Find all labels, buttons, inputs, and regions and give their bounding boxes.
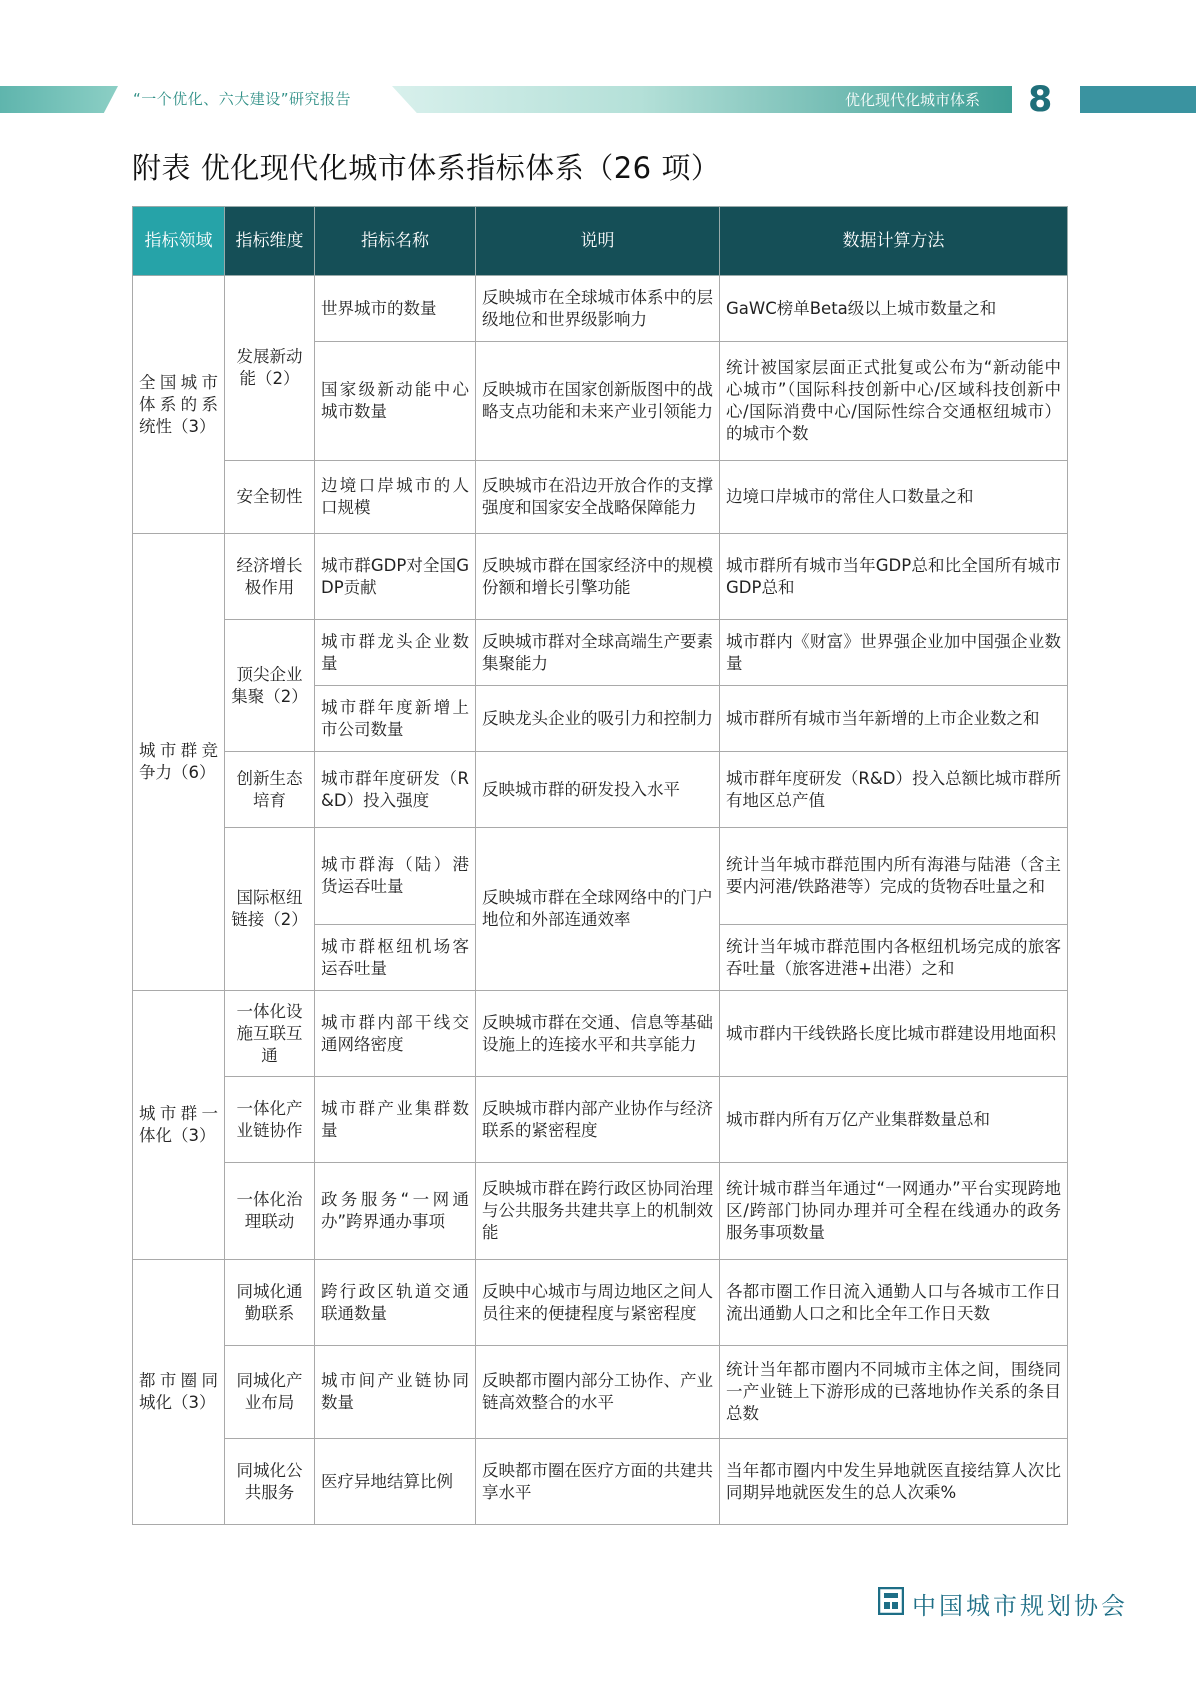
report-title: “一个优化、六大建设”研究报告 xyxy=(133,90,352,108)
indicator-method-cell: 当年都市圈内中发生异地就医直接结算人次比同期异地就医发生的总人次乘% xyxy=(720,1439,1068,1525)
table-row xyxy=(133,1346,1068,1439)
dimension-cell: 一体化治理联动 xyxy=(225,1163,315,1260)
indicator-method-cell: 城市群内《财富》世界强企业加中国强企业数量 xyxy=(720,620,1068,686)
dimension-cell: 一体化产业链协作 xyxy=(225,1077,315,1163)
dimension-cell: 创新生态培育 xyxy=(225,752,315,828)
area-cell: 城市群一体化（3） xyxy=(133,991,225,1260)
indicator-method-cell: 统计被国家层面正式批复或公布为“新动能中心城市”（国际科技创新中心/区域科技创新中心/国际消费中心/国际性综合交通枢纽城市）的城市个数 xyxy=(720,342,1068,461)
table-row xyxy=(133,991,1068,1077)
indicator-name-cell: 国家级新动能中心城市数量 xyxy=(315,342,476,461)
indicator-desc-cell: 反映都市圈在医疗方面的共建共享水平 xyxy=(476,1439,720,1525)
indicator-desc-cell: 反映城市在全球城市体系中的层级地位和世界级影响力 xyxy=(476,276,720,342)
indicator-method-cell: 城市群内所有万亿产业集群数量总和 xyxy=(720,1077,1068,1163)
dimension-cell: 安全韧性 xyxy=(225,461,315,534)
table-row xyxy=(133,752,1068,828)
indicator-table xyxy=(132,206,1068,1525)
dimension-cell: 经济增长极作用 xyxy=(225,534,315,620)
col-header-name: 指标名称 xyxy=(315,207,476,276)
indicator-name-cell: 城市间产业链协同数量 xyxy=(315,1346,476,1439)
indicator-method-cell: 统计当年城市群范围内各枢纽机场完成的旅客吞吐量（旅客进港+出港）之和 xyxy=(720,925,1068,991)
col-header-desc: 说明 xyxy=(476,207,720,276)
dimension-cell: 同城化产业布局 xyxy=(225,1346,315,1439)
indicator-method-cell: 统计城市群当年通过“一网通办”平台实现跨地区/跨部门协同办理并可全程在线通办的政务服务事项数量 xyxy=(720,1163,1068,1260)
dimension-cell: 发展新动能（2） xyxy=(225,276,315,461)
indicator-name-cell: 跨行政区轨道交通联通数量 xyxy=(315,1260,476,1346)
dimension-cell: 国际枢纽链接（2） xyxy=(225,828,315,991)
indicator-name-cell: 城市群GDP对全国GDP贡献 xyxy=(315,534,476,620)
table-row xyxy=(133,534,1068,620)
table-row xyxy=(133,828,1068,925)
col-header-area: 指标领域 xyxy=(133,207,225,276)
chapter-title: 优化现代化城市体系 xyxy=(845,91,981,109)
table-row xyxy=(133,276,1068,342)
indicator-method-cell: 城市群所有城市当年新增的上市企业数之和 xyxy=(720,686,1068,752)
header-band-left xyxy=(0,86,118,113)
col-header-method: 数据计算方法 xyxy=(720,207,1068,276)
area-cell: 都市圈同城化（3） xyxy=(133,1260,225,1525)
indicator-method-cell: GaWC榜单Beta级以上城市数量之和 xyxy=(720,276,1068,342)
indicator-name-cell: 城市群年度研发（R&D）投入强度 xyxy=(315,752,476,828)
page-title: 附表 优化现代化城市体系指标体系（26 项） xyxy=(132,151,721,185)
indicator-desc-cell: 反映城市群在全球网络中的门户地位和外部连通效率 xyxy=(476,828,720,991)
indicator-desc-cell: 反映龙头企业的吸引力和控制力 xyxy=(476,686,720,752)
indicator-desc-cell: 反映都市圈内部分工协作、产业链高效整合的水平 xyxy=(476,1346,720,1439)
indicator-method-cell: 边境口岸城市的常住人口数量之和 xyxy=(720,461,1068,534)
indicator-name-cell: 边境口岸城市的人口规模 xyxy=(315,461,476,534)
area-cell: 全国城市体系的系统性（3） xyxy=(133,276,225,534)
table-row xyxy=(133,1077,1068,1163)
indicator-name-cell: 城市群内部干线交通网络密度 xyxy=(315,991,476,1077)
indicator-name-cell: 城市群产业集群数量 xyxy=(315,1077,476,1163)
indicator-desc-cell: 反映城市在国家创新版图中的战略支点功能和未来产业引领能力 xyxy=(476,342,720,461)
indicator-method-cell: 各都市圈工作日流入通勤人口与各城市工作日流出通勤人口之和比全年工作日天数 xyxy=(720,1260,1068,1346)
header-band-tail xyxy=(1080,86,1196,113)
indicator-desc-cell: 反映城市群在国家经济中的规模份额和增长引擎功能 xyxy=(476,534,720,620)
indicator-name-cell: 城市群海（陆）港货运吞吐量 xyxy=(315,828,476,925)
indicator-desc-cell: 反映城市群在交通、信息等基础设施上的连接水平和共享能力 xyxy=(476,991,720,1077)
table-row xyxy=(133,461,1068,534)
indicator-name-cell: 城市群龙头企业数量 xyxy=(315,620,476,686)
indicator-name-cell: 城市群枢纽机场客运吞吐量 xyxy=(315,925,476,991)
dimension-cell: 顶尖企业集聚（2） xyxy=(225,620,315,752)
cupa-logo-icon xyxy=(878,1587,904,1615)
table-row xyxy=(133,620,1068,686)
indicator-method-cell: 统计当年都市圈内不同城市主体之间，围绕同一产业链上下游形成的已落地协作关系的条目总数 xyxy=(720,1346,1068,1439)
area-cell: 城市群竞争力（6） xyxy=(133,534,225,991)
indicator-name-cell: 医疗异地结算比例 xyxy=(315,1439,476,1525)
dimension-cell: 同城化公共服务 xyxy=(225,1439,315,1525)
indicator-method-cell: 城市群所有城市当年GDP总和比全国所有城市GDP总和 xyxy=(720,534,1068,620)
col-header-dimension: 指标维度 xyxy=(225,207,315,276)
table-header-row xyxy=(133,207,1068,276)
dimension-cell: 同城化通勤联系 xyxy=(225,1260,315,1346)
indicator-desc-cell: 反映中心城市与周边地区之间人员往来的便捷程度与紧密程度 xyxy=(476,1260,720,1346)
indicator-name-cell: 城市群年度新增上市公司数量 xyxy=(315,686,476,752)
footer-org-name: 中国城市规划协会 xyxy=(912,1592,1128,1620)
indicator-desc-cell: 反映城市在沿边开放合作的支撑强度和国家安全战略保障能力 xyxy=(476,461,720,534)
indicator-name-cell: 世界城市的数量 xyxy=(315,276,476,342)
page-number: 8 xyxy=(1028,80,1053,120)
indicator-method-cell: 城市群年度研发（R&D）投入总额比城市群所有地区总产值 xyxy=(720,752,1068,828)
indicator-name-cell: 政务服务“一网通办”跨界通办事项 xyxy=(315,1163,476,1260)
table-row xyxy=(133,1260,1068,1346)
indicator-method-cell: 城市群内干线铁路长度比城市群建设用地面积 xyxy=(720,991,1068,1077)
indicator-desc-cell: 反映城市群对全球高端生产要素集聚能力 xyxy=(476,620,720,686)
indicator-desc-cell: 反映城市群在跨行政区协同治理与公共服务共建共享上的机制效能 xyxy=(476,1163,720,1260)
table-row xyxy=(133,1439,1068,1525)
indicator-desc-cell: 反映城市群内部产业协作与经济联系的紧密程度 xyxy=(476,1077,720,1163)
table-row xyxy=(133,1163,1068,1260)
indicator-method-cell: 统计当年城市群范围内所有海港与陆港（含主要内河港/铁路港等）完成的货物吞吐量之和 xyxy=(720,828,1068,925)
dimension-cell: 一体化设施互联互通 xyxy=(225,991,315,1077)
indicator-desc-cell: 反映城市群的研发投入水平 xyxy=(476,752,720,828)
